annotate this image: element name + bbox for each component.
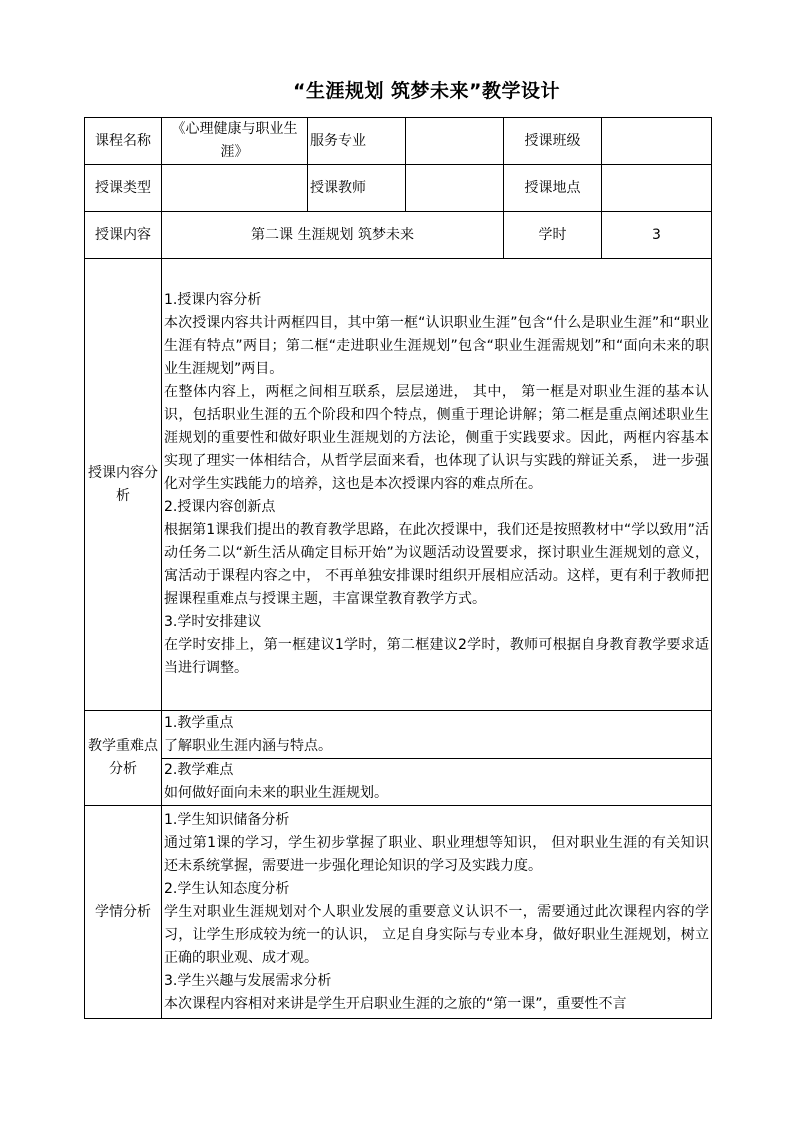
difficult-point-text: 如何做好面向未来的职业生涯规划。 <box>164 785 388 801</box>
student-analysis-label: 学情分析 <box>85 806 162 1019</box>
difficult-point-cell <box>162 759 712 806</box>
content-analysis-body <box>162 259 712 711</box>
analysis-paragraph-3: 根据第1课我们提出的教育教学思路，在此次授课中，我们还是按照教材中“学以致用”活动任务二以“新生活从确定目标开始”为议题活动设置要求，探讨职业生涯规划的意义，寓活动于课程内容之中， 不再单独安排课时组织开展相应活动。这样，更有利于教师把握课程重难点与授课主题，丰富课堂教育教学方式。 <box>164 522 709 607</box>
student-paragraph-3: 本次课程内容相对来讲是学生开启职业生涯的之旅的“第一课”，重要性不言 <box>164 995 627 1012</box>
course-name-value: 《心理健康与职业生涯》 <box>162 118 308 165</box>
student-paragraph-1: 通过第1课的学习，学生初步掌握了职业、职业理想等知识， 但对职业生涯的有关知识还未系统掌握，需要进一步强化理论知识的学习及实践力度。 <box>164 834 709 874</box>
analysis-heading-1: 1.授课内容分析 <box>164 292 262 308</box>
class-label: 授课班级 <box>504 118 602 165</box>
lesson-plan-table <box>84 117 712 1019</box>
analysis-paragraph-4: 在学时安排上，第一框建议1学时，第二框建议2学时，教师可根据自身教育教学要求适当进行调整。 <box>164 637 709 676</box>
place-value <box>602 165 712 212</box>
course-name-label: 课程名称 <box>85 118 162 165</box>
key-point-cell <box>162 711 712 759</box>
row-lesson-type <box>85 165 712 212</box>
student-paragraph-2: 学生对职业生涯规划对个人职业发展的重要意义认识不一，需要通过此次课程内容的学习，让学生形成较为统一的认识， 立足自身实际与专业本身，做好职业生涯规划，树立正确的职业观、成才观。 <box>164 903 709 966</box>
analysis-paragraph-1: 本次授课内容共计两框四目，其中第一框“认识职业生涯”包含“什么是职业生涯”和“职业生涯有特点”两目；第二框“走进职业生涯规划”包含“职业生涯需规划”和“面向未来的职业生涯规划”两目。 <box>164 315 709 377</box>
place-label: 授课地点 <box>504 165 602 212</box>
row-course-name <box>85 118 712 165</box>
row-difficult-point <box>85 759 712 806</box>
difficult-point-heading: 2.教学难点 <box>164 762 234 778</box>
student-heading-3: 3.学生兴趣与发展需求分析 <box>164 972 332 989</box>
major-value: 服务专业 <box>308 118 406 165</box>
lesson-type-value <box>162 165 308 212</box>
document-title: “生涯规划 筑梦未来”教学设计 <box>292 80 561 102</box>
teacher-value <box>406 165 504 212</box>
key-point-text: 了解职业生涯内涵与特点。 <box>164 737 332 754</box>
analysis-paragraph-2: 在整体内容上，两框之间相互联系，层层递进， 其中， 第一框是对职业生涯的基本认识，包括职业生涯的五个阶段和四个特点，侧重于理论讲解；第二框是重点阐述职业生涯规划的重要性和做好职业生涯规划的方法论，侧重于实践要求。因此，两框内容基本实现了理实一体相结合，从哲学层面来看，也体现了认识与实践的辩证关系， 进一步强化对学生实践能力的培养，这也是本次授课内容的难点所在。 <box>164 384 709 492</box>
content-analysis-label: 授课内容分析 <box>85 259 162 711</box>
teacher-label: 授课教师 <box>308 165 406 212</box>
key-point-heading: 1.教学重点 <box>164 714 234 731</box>
analysis-heading-3: 3.学时安排建议 <box>164 614 262 630</box>
row-key-point <box>85 711 712 759</box>
lesson-type-label: 授课类型 <box>85 165 162 212</box>
row-content-analysis <box>85 259 712 711</box>
row-lesson-content <box>85 212 712 259</box>
lesson-content-label: 授课内容 <box>85 212 162 259</box>
student-heading-1: 1.学生知识储备分析 <box>164 811 290 828</box>
row-student-analysis <box>85 806 712 1019</box>
student-heading-2: 2.学生认知态度分析 <box>164 880 290 897</box>
hours-value: 3 <box>602 212 712 259</box>
key-difficult-label: 教学重难点分析 <box>85 711 162 806</box>
empty-cell <box>406 118 504 165</box>
student-analysis-body <box>162 806 712 1019</box>
analysis-heading-2: 2.授课内容创新点 <box>164 499 276 515</box>
hours-label: 学时 <box>504 212 602 259</box>
lesson-content-value: 第二课 生涯规划 筑梦未来 <box>162 212 504 259</box>
class-value <box>602 118 712 165</box>
